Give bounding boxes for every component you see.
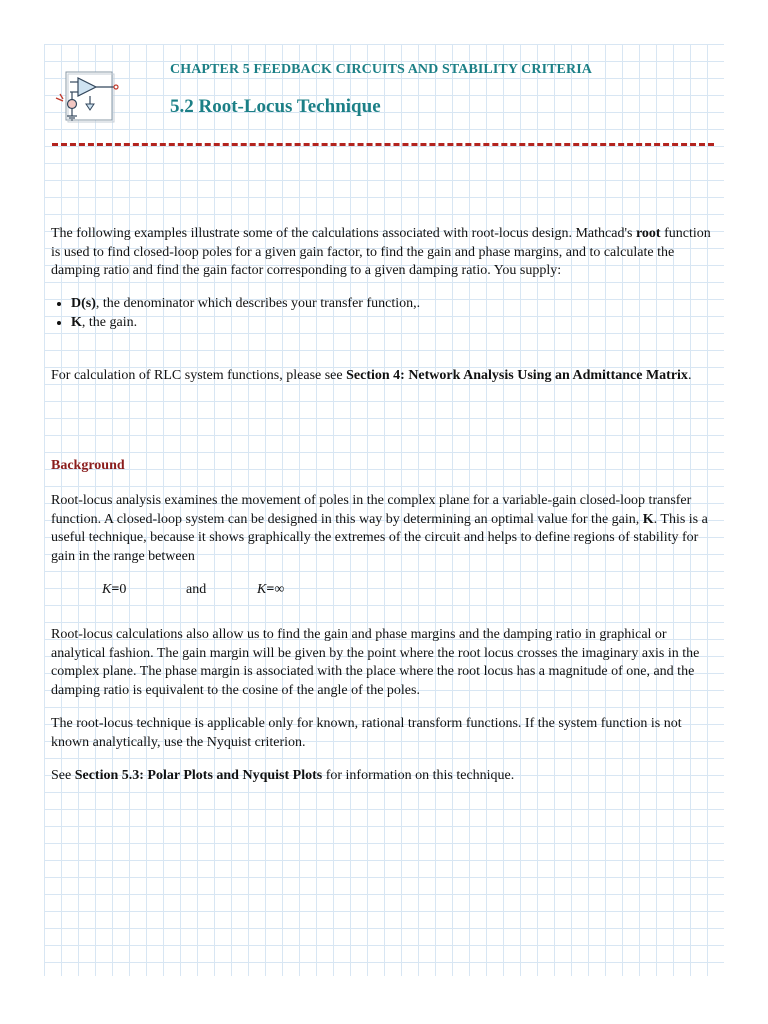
- list-item-term: K: [71, 314, 82, 330]
- section-5-3-reference: Section 5.3: Polar Plots and Nyquist Plots: [74, 768, 323, 783]
- equation-and: and: [186, 582, 207, 597]
- background-paragraph-3: The root-locus technique is applicable only for known, rational transform functions. If the system function is not known analytically, use the Nyquist criterion.: [51, 716, 682, 750]
- intro-text-2: function is used to find closed-loop poles for a given gain factor, to find the gain and phase margins, and to calculate the damping ratio and find the gain factor corresponding to a given damping ratio. You supply:: [51, 226, 711, 278]
- equation-k-infinity: [257, 582, 284, 598]
- bg-p1-text-a: Root-locus analysis examines the movement of poles in the complex plane for a variable-gain closed-loop transfer function. A closed-loop system can be designed in this way by determining an optimal value for the gain,: [51, 493, 692, 527]
- circuit-diagram-icon: [54, 68, 120, 124]
- equation-k-zero: [102, 582, 126, 598]
- eq1-operator: =: [111, 582, 120, 597]
- eq2-variable: K: [257, 582, 267, 597]
- intro-bold-root: root: [635, 226, 661, 241]
- eq2-operator: =: [266, 582, 275, 597]
- bg-p1-text-b: . This is a useful technique, because it shows graphically the extremes of the circuit and helps to define regions of stability for gain in the range between: [51, 511, 708, 564]
- dashed-divider: [52, 143, 714, 146]
- background-paragraph-2: Root-locus calculations also allow us to find the gain and phase margins and the damping ratio in graphical or analytical fashion. The gain margin will be given by the point where the root locus crosses the imaginary axis in the complex plane. The phase margin is associated with the place where the root locus has a magnitude of one, and the damping ratio is equivalent to the cosine of the angle of the poles.: [51, 627, 700, 698]
- chapter-heading: CHAPTER 5 FEEDBACK CIRCUITS AND STABILITY CRITERIA: [170, 62, 592, 77]
- list-item: [71, 314, 737, 333]
- bg-p4-text-a: See: [51, 768, 75, 783]
- eq1-variable: K: [102, 582, 112, 597]
- background-paragraph-4: [51, 767, 717, 786]
- intro-paragraph: [51, 225, 717, 281]
- rlc-text-2: .: [687, 368, 692, 383]
- intro-text-1: The following examples illustrate some of the calculations associated with root-locus design. Mathcad's: [51, 226, 636, 241]
- eq1-value: 0: [119, 582, 127, 597]
- list-item-term: D(s): [71, 296, 96, 311]
- list-item-text: , the gain.: [81, 314, 138, 330]
- list-item: [71, 295, 737, 314]
- bg-p4-text-b: for information on this technique.: [322, 768, 515, 783]
- section-4-reference: Section 4: Network Analysis Using an Admittance Matrix: [346, 368, 688, 383]
- list-item-text: , the denominator which describes your transfer function,.: [95, 296, 421, 311]
- supply-list: [51, 295, 737, 332]
- background-heading: Background: [51, 458, 125, 473]
- section-title: 5.2 Root-Locus Technique: [170, 96, 381, 117]
- eq2-value: ∞: [274, 582, 285, 597]
- rlc-text-1: For calculation of RLC system functions, please see: [51, 368, 347, 383]
- rlc-reference-paragraph: [51, 367, 717, 386]
- background-paragraph-1: [51, 492, 717, 566]
- bg-p1-bold-k: K: [642, 511, 654, 527]
